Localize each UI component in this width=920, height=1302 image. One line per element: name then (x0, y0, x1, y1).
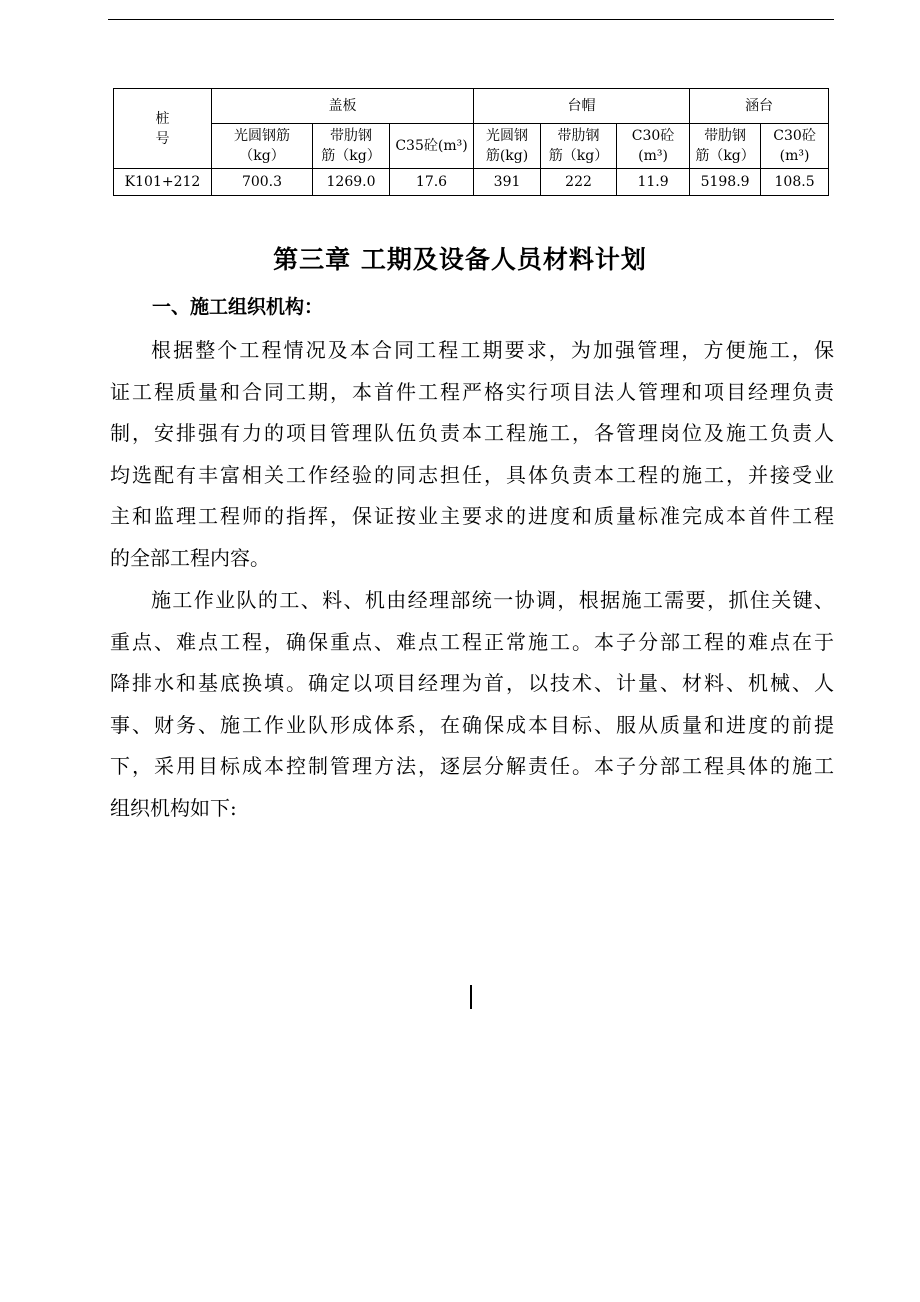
value-cell: 700.3 (212, 169, 313, 196)
value-cell: 391 (474, 169, 541, 196)
paragraph-line: 事、财务、施工作业队形成体系，在确保成本目标、服从质量和进度的前提 (110, 712, 834, 737)
paragraph-line: 制，安排强有力的项目管理队伍负责本工程施工，各管理岗位及施工负责人 (110, 421, 834, 445)
group-header-cover-slab: 盖板 (212, 89, 474, 124)
subheader-cell: C35砼(m³) (390, 124, 474, 169)
group-header-abutment-cap: 台帽 (474, 89, 690, 124)
paragraph-work-team (110, 580, 834, 829)
paragraph-line: 重点、难点工程，确保重点、难点工程正常施工。本子分部工程的难点在于 (110, 629, 834, 654)
value-cell: 5198.9 (690, 169, 761, 196)
paragraph-line: 根据整个工程情况及本合同工程工期要求，为加强管理，方便施工，保 (151, 338, 834, 362)
paragraph-line: 主和监理工程师的指挥，保证按业主要求的进度和质量标准完成本首件工程 (110, 504, 834, 528)
subheader-cell: 光圆钢筋 （kg） (212, 124, 313, 169)
value-cell: 108.5 (761, 169, 829, 196)
pile-number-cell: K101+212 (114, 169, 212, 196)
paragraph-line: 的全部工程内容。 (110, 545, 270, 570)
value-cell: 1269.0 (313, 169, 390, 196)
subheader-cell: 带肋钢 筋（kg） (690, 124, 761, 169)
subheader-cell: 带肋钢 筋（kg） (541, 124, 617, 169)
pile-number-header: 桩 号 (114, 89, 212, 169)
section-title: 一、施工组织机构： (152, 296, 324, 318)
subheader-cell: 光圆钢 筋(kg) (474, 124, 541, 169)
table-subheader-row (114, 124, 829, 169)
chapter-title: 第三章 工期及设备人员材料计划 (273, 245, 647, 274)
paragraph-line: 组织机构如下: (110, 795, 237, 820)
paragraph-line: 均选配有丰富相关工作经验的同志担任，具体负责本工程的施工，并接受业 (110, 462, 834, 487)
text-cursor (470, 985, 472, 1009)
paragraph-line: 下，采用目标成本控制管理方法，逐层分解责任。本子分部工程具体的施工 (110, 754, 834, 778)
quantity-table (113, 88, 829, 196)
table-row (114, 169, 829, 196)
paragraph-organization-intro (110, 330, 834, 579)
paragraph-line: 施工作业队的工、料、机由经理部统一协调，根据施工需要，抓住关键、 (151, 588, 834, 612)
value-cell: 222 (541, 169, 617, 196)
paragraph-line: 降排水和基底换填。确定以项目经理为首，以技术、计量、材料、机械、人 (110, 671, 834, 695)
value-cell: 11.9 (617, 169, 690, 196)
subheader-cell: C30砼 (m³) (617, 124, 690, 169)
table-header-row (114, 89, 829, 124)
subheader-cell: 带肋钢 筋（kg） (313, 124, 390, 169)
header-rule (108, 19, 834, 20)
value-cell: 17.6 (390, 169, 474, 196)
paragraph-line: 证工程质量和合同工期，本首件工程严格实行项目法人管理和项目经理负责 (110, 379, 834, 404)
group-header-culvert-abutment: 涵台 (690, 89, 829, 124)
subheader-cell: C30砼 (m³) (761, 124, 829, 169)
